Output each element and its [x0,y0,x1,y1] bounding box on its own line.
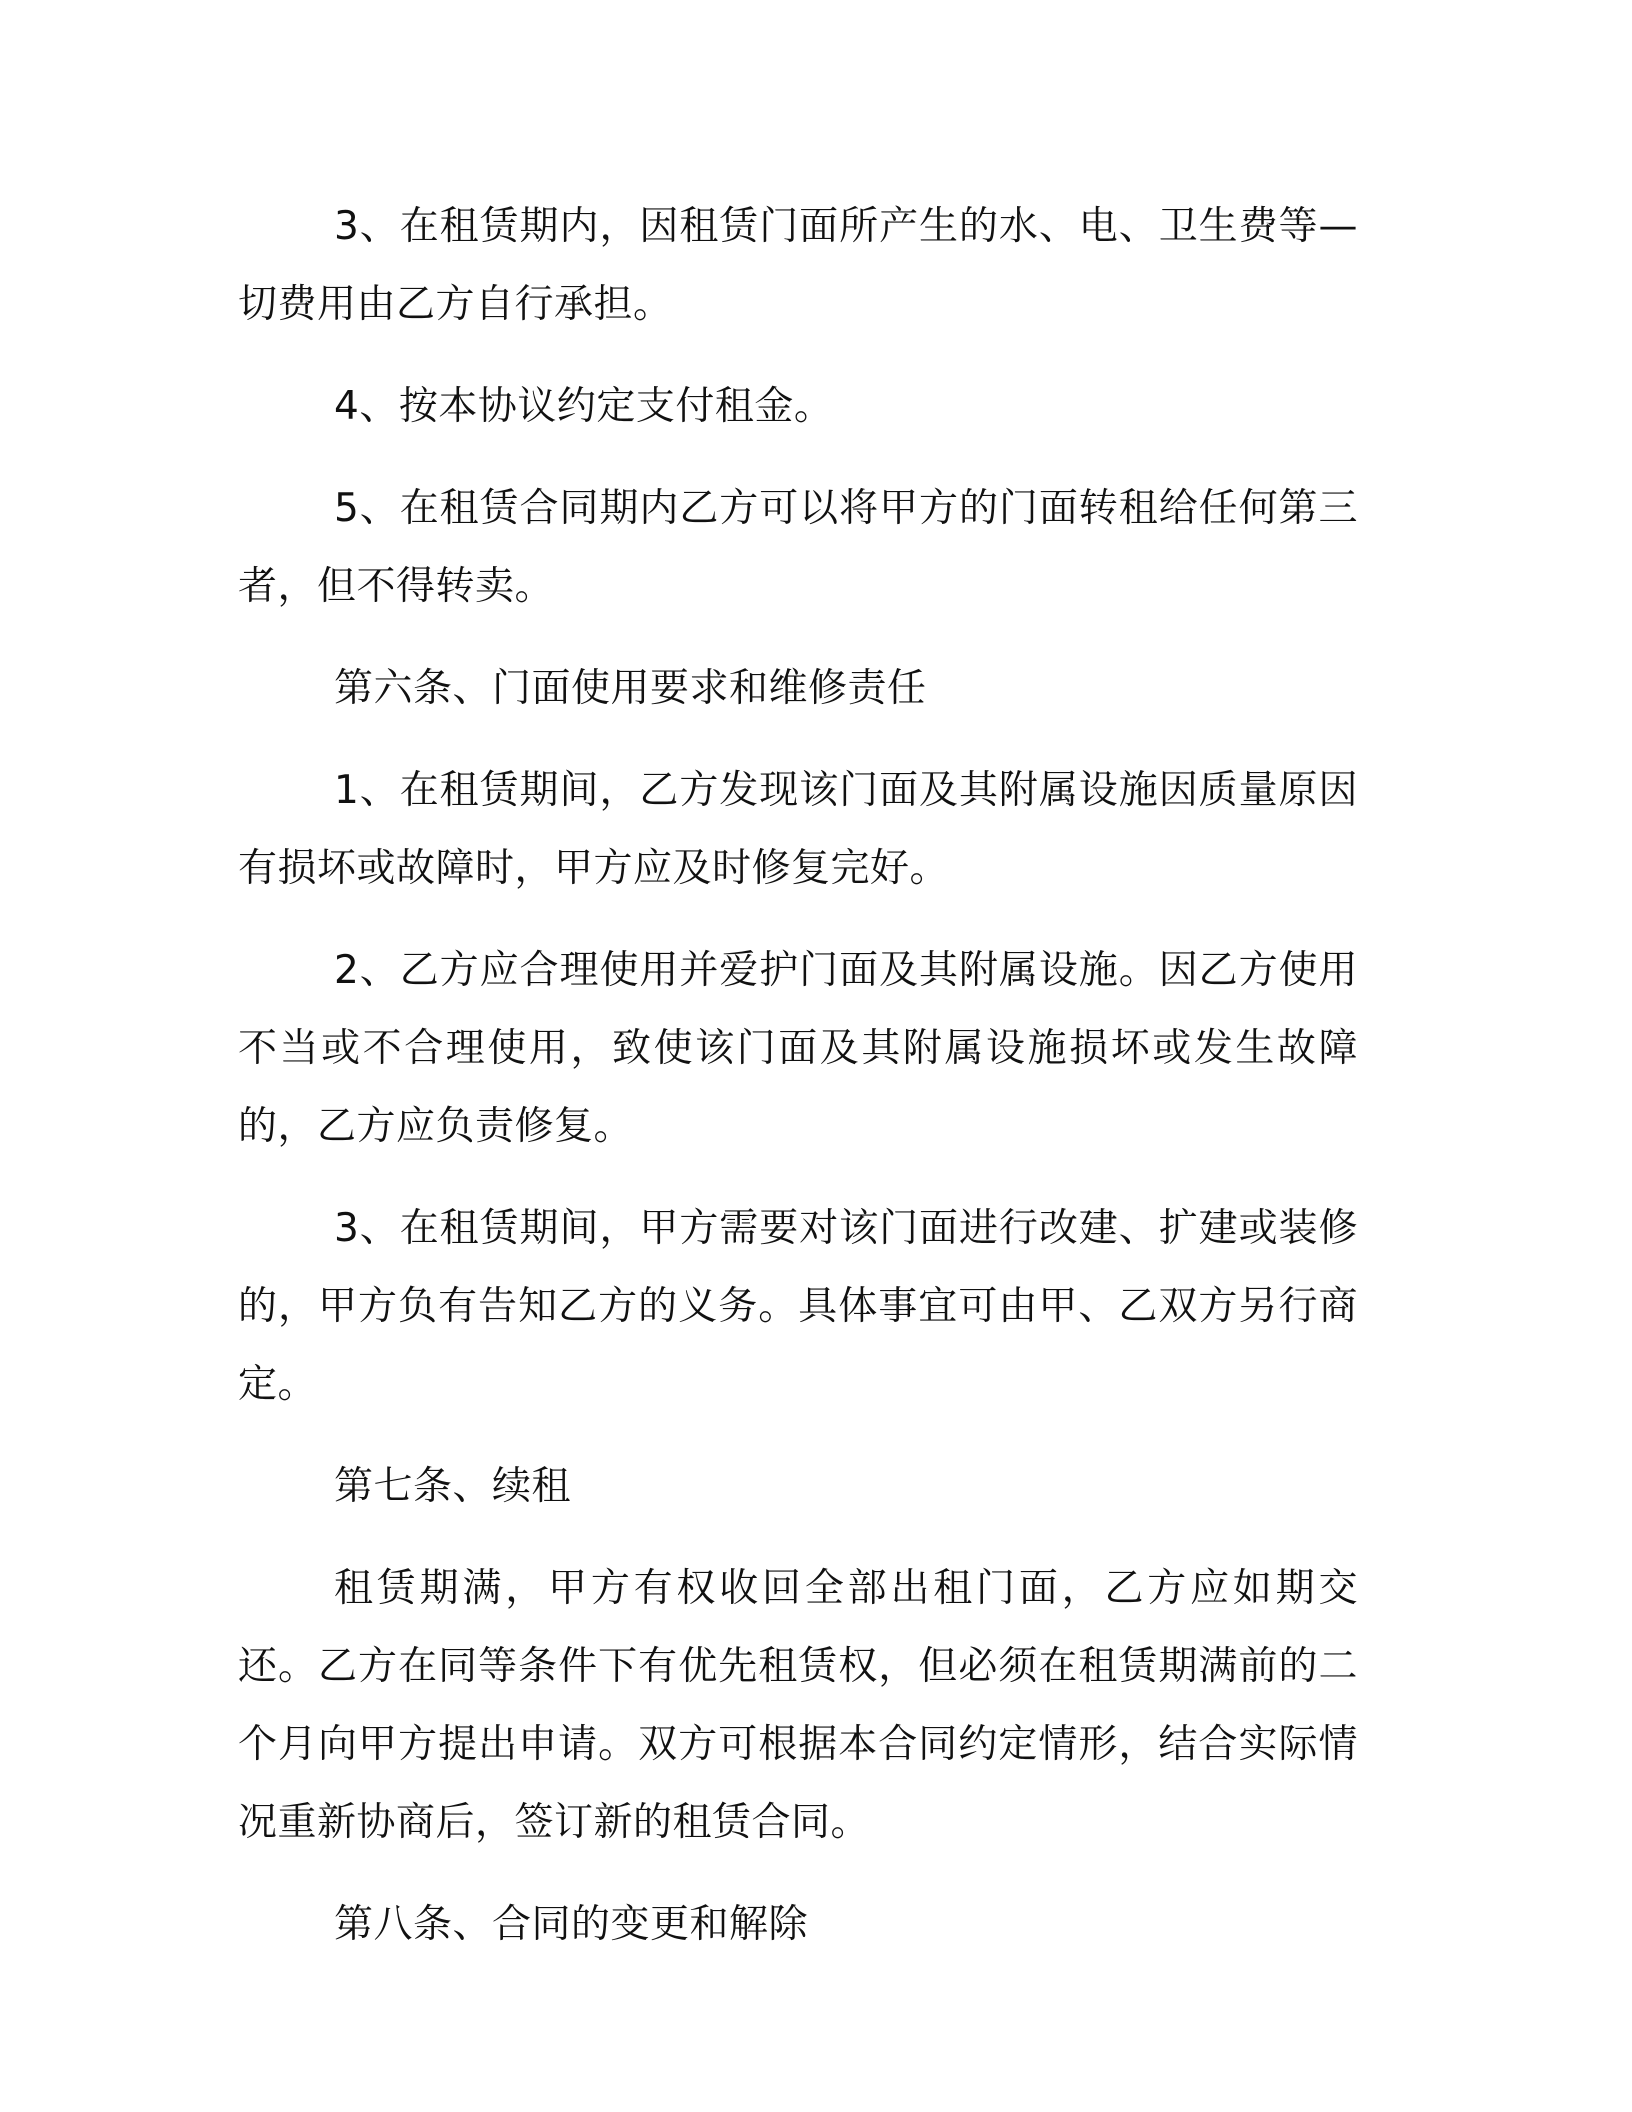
clause-6-item-3: 3、在租赁期间，甲方需要对该门面进行改建、扩建或装修的，甲方负有告知乙方的义务。具体事宜可由甲、乙双方另行商定。 [238,1206,1358,1407]
clause-7-body: 租赁期满，甲方有权收回全部出租门面，乙方应如期交还。乙方在同等条件下有优先租赁权，但必须在租赁期满前的二个月向甲方提出申请。双方可根据本合同约定情形，结合实际情况重新协商后，签订新的租赁合同。 [238,1566,1358,1845]
article-7-heading: 第七条、续租 [334,1464,572,1509]
clause-5-item-5: 5、在租赁合同期内乙方可以将甲方的门面转租给任何第三者，但不得转卖。 [238,486,1358,609]
clause-5-item-4: 4、按本协议约定支付租金。 [334,384,834,429]
clause-6-item-1: 1、在租赁期间，乙方发现该门面及其附属设施因质量原因有损坏或故障时，甲方应及时修复完好。 [238,768,1358,891]
article-8-heading: 第八条、合同的变更和解除 [334,1902,809,1947]
clause-6-item-2: 2、乙方应合理使用并爱护门面及其附属设施。因乙方使用不当或不合理使用，致使该门面及其附属设施损坏或发生故障的，乙方应负责修复。 [238,948,1358,1149]
document-body [238,188,1358,1988]
clause-5-item-3: 3、在租赁期内，因租赁门面所产生的水、电、卫生费等—切费用由乙方自行承担。 [238,204,1358,327]
article-6-heading: 第六条、门面使用要求和维修责任 [334,666,927,711]
